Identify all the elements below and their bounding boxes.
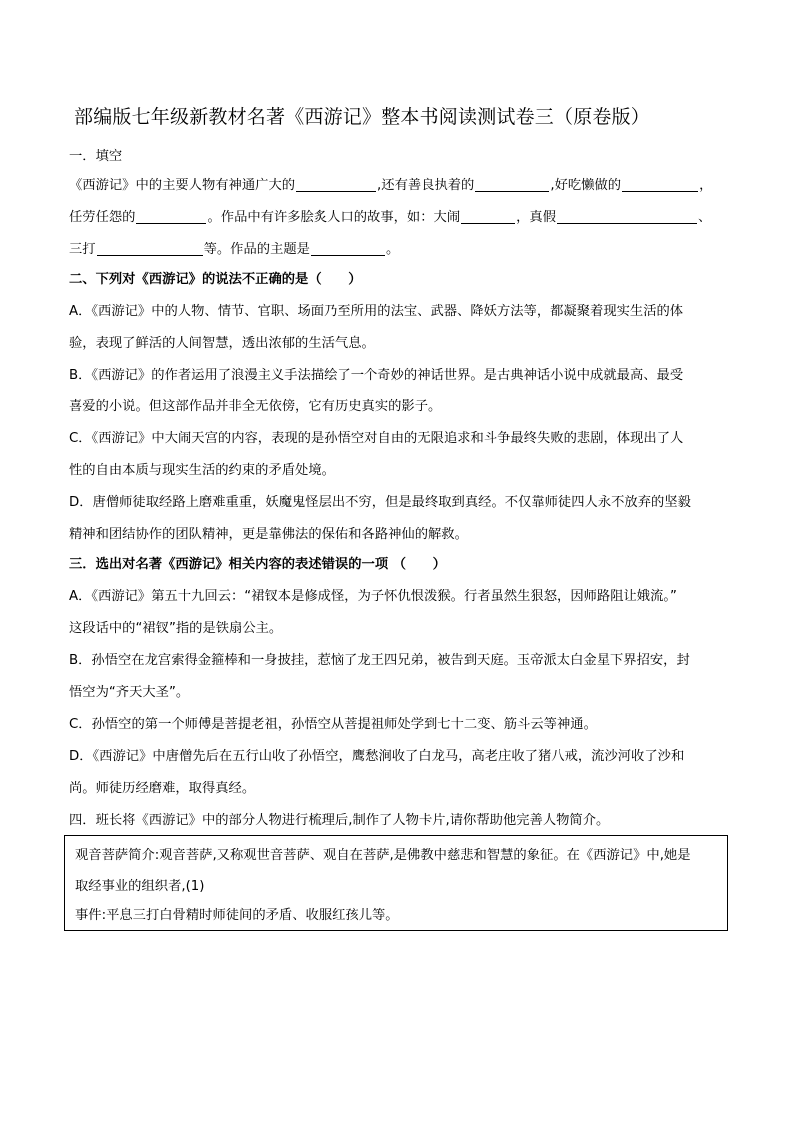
section-2-option-a-line-2[interactable]: 验，表现了鲜活的人间智慧，透出浓郁的生活气息。: [69, 336, 375, 351]
card-line-3: 事件:平息三打白骨精时师徒间的矛盾、收服红孩儿等。: [75, 908, 399, 923]
section-1-line-3: 三打 等。作品的主题是 。: [69, 242, 400, 257]
section-3-option-d-line-1[interactable]: D．《西游记》中唐僧先后在五行山收了孙悟空，鹰愁涧收了白龙马，高老庄收了猪八戒，流沙河收了沙和: [69, 749, 685, 764]
section-2-heading: 二、下列对《西游记》的说法不正确的是（ ）: [69, 272, 362, 287]
blank-2[interactable]: [475, 177, 549, 192]
blank-8[interactable]: [311, 241, 385, 256]
section-1-line-1: 《西游记》中的主要人物有神通广大的 ,还有善良执着的 ,好吃懒做的 ，: [69, 178, 713, 193]
section-3-option-c-line-1[interactable]: C．孙悟空的第一个师傅是菩提老祖，孙悟空从菩提祖师处学到七十二变、筋斗云等神通。: [69, 717, 597, 732]
section-2-option-c-line-1[interactable]: C．《西游记》中大闹天宫的内容，表现的是孙悟空对自由的无限追求和斗争最终失败的悲剧，体现出了人: [69, 431, 684, 446]
section-3-option-a-line-2[interactable]: 这段话中的“裙钗”指的是铁扇公主。: [69, 621, 283, 636]
blank-4[interactable]: [136, 209, 206, 224]
card-line-2[interactable]: 取经事业的组织者,(1): [75, 879, 205, 894]
section-1-line-2: 任劳任怨的 。作品中有许多脍炙人口的故事，如：大闹 ，真假 、: [69, 210, 712, 225]
section-2-option-b-line-1[interactable]: B．《西游记》的作者运用了浪漫主义手法描绘了一个奇妙的神话世界。是古典神话小说中成就最高、最受: [69, 368, 684, 383]
section-2-option-a-line-1[interactable]: A．《西游记》中的人物、情节、官职、场面乃至所用的法宝、武器、降妖方法等，都凝聚着现实生活的体: [69, 304, 684, 319]
page-title: 部编版七年级新教材名著《西游记》整本书阅读测试卷三（原卷版）: [74, 106, 651, 128]
section-3-option-d-line-2[interactable]: 尚。师徒历经磨难，取得真经。: [69, 781, 256, 796]
section-3-option-a-line-1[interactable]: A．《西游记》第五十九回云：“裙钗本是修成怪，为子怀仇恨泼猴。行者虽然生狠怒，因师路阻让娥流。”: [69, 589, 677, 604]
card-line-1: 观音菩萨简介:观音菩萨,又称观世音菩萨、观自在菩萨,是佛教中慈悲和智慧的象征。在《西游记》中,她是: [75, 848, 691, 863]
blank-1[interactable]: [296, 177, 376, 192]
section-3-option-b-line-1[interactable]: B．孙悟空在龙宫索得金箍棒和一身披挂，惹恼了龙王四兄弟，被告到天庭。玉帝派太白金星下界招安，封: [69, 653, 690, 668]
section-2-option-c-line-2[interactable]: 性的自由本质与现实生活的约束的矛盾处境。: [69, 463, 335, 478]
section-2-option-d-line-1[interactable]: D．唐僧师徒取经路上磨难重重，妖魔鬼怪层出不穷，但是最终取到真经。不仅靠师徒四人永不放弃的坚毅: [69, 495, 691, 510]
blank-3[interactable]: [622, 177, 698, 192]
section-2-option-d-line-2[interactable]: 精神和团结协作的团队精神，更是靠佛法的保佑和各路神仙的解救。: [69, 527, 468, 542]
section-4-heading: 四．班长将《西游记》中的部分人物进行梳理后,制作了人物卡片,请你帮助他完善人物简介。: [69, 813, 610, 828]
blank-5[interactable]: [461, 209, 515, 224]
section-3-option-b-line-2[interactable]: 悟空为“齐天大圣”。: [69, 685, 190, 700]
section-2-option-b-line-2[interactable]: 喜爱的小说。但这部作品并非全无依傍，它有历史真实的影子。: [69, 399, 442, 414]
section-1-heading: 一．填空: [69, 149, 123, 164]
blank-7[interactable]: [97, 241, 203, 256]
blank-6[interactable]: [557, 209, 697, 224]
section-3-heading: 三．选出对名著《西游记》相关内容的表述错误的一项 （ ）: [69, 557, 446, 572]
character-card: [64, 835, 728, 931]
